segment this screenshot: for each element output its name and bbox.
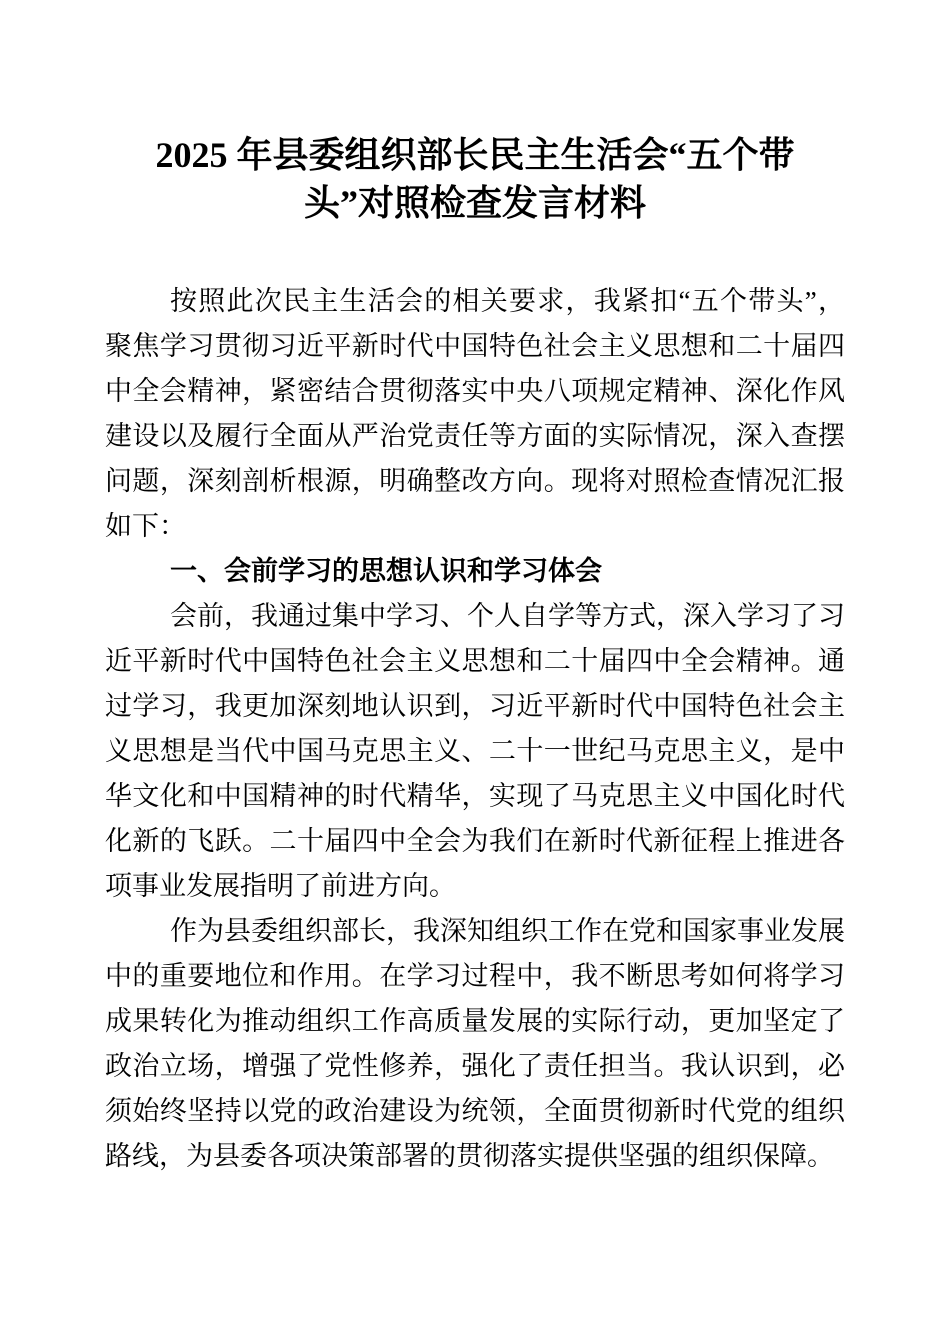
paragraph bbox=[105, 594, 845, 909]
text-line: 按照此次民主生活会的相关要求，我紧扣“五个带头”， bbox=[170, 286, 845, 316]
text-line: 义思想是当代中国马克思主义、二十一世纪马克思主义，是中 bbox=[105, 736, 845, 766]
paragraph bbox=[105, 909, 845, 1179]
text-line: 须始终坚持以党的政治建设为统领，全面贯彻新时代党的组织 bbox=[105, 1096, 845, 1126]
paragraph bbox=[105, 279, 845, 549]
text-line: 化新的飞跃。二十届四中全会为我们在新时代新征程上推进各 bbox=[105, 826, 845, 856]
text-line: 过学习，我更加深刻地认识到，习近平新时代中国特色社会主 bbox=[105, 691, 845, 721]
title-line: 头”对照检查发言材料 bbox=[303, 183, 646, 223]
text-line: 建设以及履行全面从严治党责任等方面的实际情况，深入查摆 bbox=[105, 421, 845, 451]
text-line: 中的重要地位和作用。在学习过程中，我不断思考如何将学习 bbox=[105, 961, 845, 991]
text-line: 作为县委组织部长，我深知组织工作在党和国家事业发展 bbox=[170, 916, 845, 946]
text-line: 会前，我通过集中学习、个人自学等方式，深入学习了习 bbox=[170, 601, 845, 631]
text-line: 问题，深刻剖析根源，明确整改方向。现将对照检查情况汇报 bbox=[105, 466, 845, 496]
title-line: 2025 年县委组织部长民主生活会“五个带 bbox=[155, 135, 795, 175]
document-title bbox=[105, 131, 845, 227]
text-line: 成果转化为推动组织工作高质量发展的实际行动，更加坚定了 bbox=[105, 1006, 845, 1036]
text-line: 近平新时代中国特色社会主义思想和二十届四中全会精神。通 bbox=[105, 646, 845, 676]
section-heading: 一、会前学习的思想认识和学习体会 bbox=[170, 556, 602, 586]
text-line: 华文化和中国精神的时代精华，实现了马克思主义中国化时代 bbox=[105, 781, 845, 811]
text-line: 路线，为县委各项决策部署的贯彻落实提供坚强的组织保障。 bbox=[105, 1141, 834, 1171]
text-line: 中全会精神，紧密结合贯彻落实中央八项规定精神、深化作风 bbox=[105, 376, 845, 406]
text-line: 聚焦学习贯彻习近平新时代中国特色社会主义思想和二十届四 bbox=[105, 331, 845, 361]
text-line: 如下： bbox=[105, 511, 186, 541]
document-body bbox=[105, 279, 845, 1179]
text-line: 项事业发展指明了前进方向。 bbox=[105, 871, 456, 901]
text-line: 政治立场，增强了党性修养，强化了责任担当。我认识到，必 bbox=[105, 1051, 845, 1081]
